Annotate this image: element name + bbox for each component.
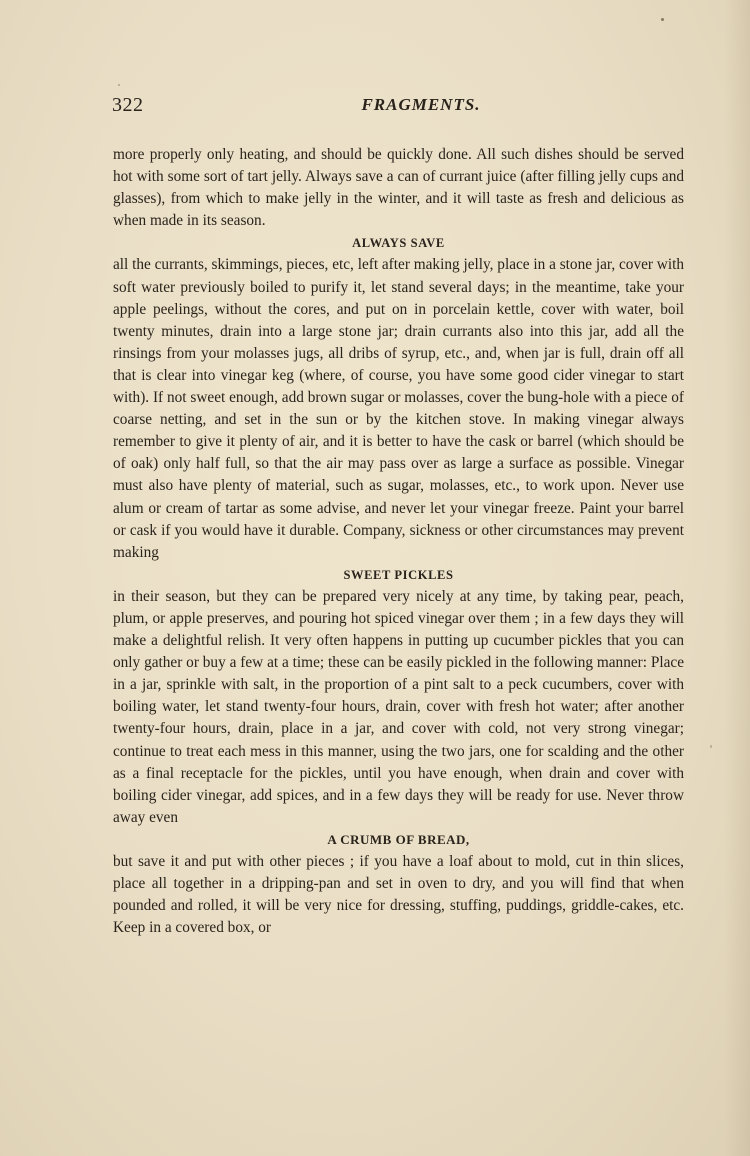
running-title: FRAGMENTS.	[361, 95, 481, 114]
paragraph-currant-juice: more properly only heating, and should be quickly done. All such dishes should be served hot with some sort of tart jelly. Always save a can of currant juice (after filling jelly cups and glasses), from which to make jelly in the winter, and it will taste as fresh and delicious as when made in its season.	[113, 146, 684, 230]
page-edge-shadow	[724, 0, 750, 1156]
heading-sweet-pickles: SWEET PICKLES	[343, 567, 454, 582]
paper-speck	[710, 745, 712, 748]
heading-crumb-of-bread: A CRUMB OF BREAD,	[327, 831, 470, 847]
paragraph-pickles: in their season, but they can be prepared very nicely at any time, by taking pear, peach, plum, or apple preserves, and pouring hot spiced vinegar over them ; in a few days they will make a delightful relish. It very often happens in putting up cucumber pickles that you can only gather or buy a few at a time; these can be easily pickled in the following manner: Place in a jar, sprinkle with salt, in the proportion of a pint salt to a peck cucumbers, cover with boiling water, let stand twenty-four hours, drain, cover with fresh hot water; after another twenty-four hours, drain, place in a jar, and cover with cold, not very strong vinegar; continue to treat each mess in this manner, using the two jars, one for scalding and the other as a final receptacle for the pickles, until you have enough, when drain and cover with boiling cider vinegar, add spices, and in a few days they will be ready for use. Never throw away even	[113, 587, 684, 826]
heading-always-save: ALWAYS SAVE	[352, 236, 445, 251]
paragraph-vinegar: all the currants, skimmings, pieces, etc, left after making jelly, place in a stone jar, cover with soft water previously boiled to purify it, let stand several days; in the meantime, take your apple peelings, without the cores, and put on in porcelain kettle, cover with water, boil twenty minutes, drain into a large stone jar; drain currants also into this jar, add all the rinsings from your molasses jugs, all dribs of syrup, etc., and, when jar is full, drain off all that is clear into vinegar keg (where, of course, you have some good cider vinegar to start with). If not sweet enough, add brown sugar or molasses, cover the bung-hole with a piece of coarse netting, and set in the sun or by the kitchen stove. In making vinegar always remember to give it plenty of air, and it is better to have the cask or barrel (which should be of oak) only half full, so that the air may pass over as large a surface as possible. Vinegar must also have plenty of material, such as sugar, molasses, etc., to work upon. Never use alum or cream of tartar as some advise, and never let your vinegar freeze. Paint your barrel or cask if you would have it durable. Company, sickness or other circumstances may prevent making	[113, 256, 684, 561]
paper-speck	[118, 84, 120, 86]
paper-speck	[661, 18, 664, 21]
paragraph-bread: but save it and put with other pieces ; if you have a loaf about to mold, cut in thin slices, place all together in a dripping-pan and set in oven to dry, and you will find that when pounded and rolled, it will be very nice for dressing, stuffing, puddings, griddle-cakes, etc. Keep in a covered box, or	[113, 853, 684, 937]
page-body	[113, 144, 684, 939]
running-header	[112, 94, 686, 118]
page-number: 322	[112, 94, 144, 116]
